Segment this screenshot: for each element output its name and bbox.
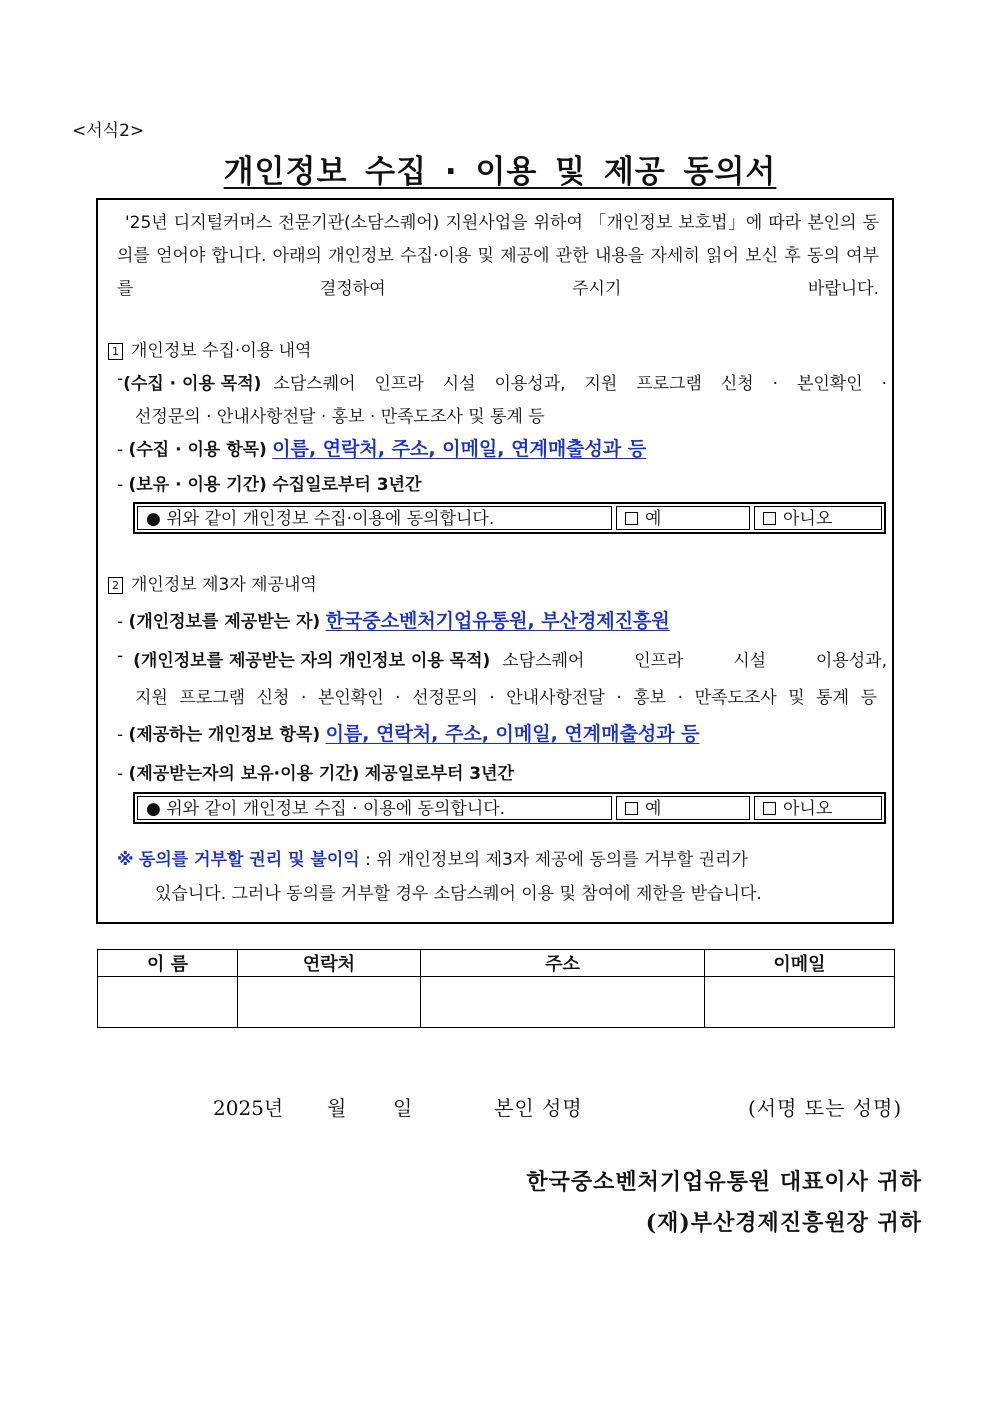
section2-heading bbox=[108, 570, 317, 595]
email-input-cell[interactable] bbox=[705, 977, 895, 1028]
signature-year: 2025년 bbox=[213, 1096, 284, 1120]
form-label: <서식2> bbox=[72, 121, 145, 141]
addressee-2: (재)부산경제진흥원장 귀하 bbox=[645, 1210, 922, 1236]
addressee-1: 한국중소벤처기업유통원 대표이사 귀하 bbox=[526, 1169, 922, 1195]
section1-heading bbox=[108, 336, 311, 361]
section1-purpose-text-1: 소담스퀘어 인프라 시설 이용성과, 지원 프로그램 신청 · 본인확인 · bbox=[273, 374, 887, 394]
signer-label: 본인 성명 bbox=[494, 1096, 583, 1120]
yes-label: 예 bbox=[645, 509, 662, 529]
no-label: 아니오 bbox=[783, 509, 833, 529]
section1-heading-text: 개인정보 수집·이용 내역 bbox=[131, 341, 312, 361]
section2-period-row: - (제공받는자의 보유·이용 기간) 제공일로부터 3년간 bbox=[117, 764, 514, 784]
notice-mark: ※ bbox=[117, 850, 134, 870]
no-label: 아니오 bbox=[783, 799, 833, 819]
section1-yes-option[interactable] bbox=[616, 506, 750, 530]
header-name: 이 름 bbox=[98, 950, 238, 977]
section2-period-value: 제공일로부터 3년간 bbox=[364, 764, 514, 784]
yes-label: 예 bbox=[645, 799, 662, 819]
section2-items-row: - (제공하는 개인정보 항목) 이름, 연락처, 주소, 이메일, 연계매출성과 등 bbox=[117, 723, 700, 745]
table-header-row bbox=[98, 950, 895, 977]
section2-recipient-label: (개인정보를 제공받는 자) bbox=[128, 612, 321, 632]
signature-day: 일 bbox=[393, 1096, 413, 1120]
sign-note: (서명 또는 성명) bbox=[748, 1096, 903, 1120]
section2-period-label: (제공받는자의 보유·이용 기간) bbox=[128, 764, 360, 784]
section1-consent-text: ● 위와 같이 개인정보 수집·이용에 동의합니다. bbox=[137, 506, 612, 530]
section2-purpose-text-1: 소담스퀘어 인프라 시설 이용성과, bbox=[502, 651, 887, 671]
section2-no-option[interactable] bbox=[754, 796, 882, 820]
section2-yes-option[interactable] bbox=[616, 796, 750, 820]
intro-paragraph: '25년 디지털커머스 전문기관(소담스퀘어) 지원사업을 위하여 「개인정보 보호법」에 따라 본인의 동의를 얻어야 합니다. 아래의 개인정보 수집·이용 및 제공에 관한 내용을 자세히 읽어 보신 후 동의 여부를 결정하여 주시기 바랍니다. bbox=[117, 213, 879, 299]
personal-info-table bbox=[97, 949, 895, 1028]
header-email: 이메일 bbox=[705, 950, 895, 977]
section2-items-value: 이름, 연락처, 주소, 이메일, 연계매출성과 등 bbox=[325, 723, 700, 745]
section1-items-label: (수집 · 이용 항목) bbox=[128, 440, 267, 460]
section2-number: 2 bbox=[108, 577, 123, 594]
notice-text-1: : 위 개인정보의 제3자 제공에 동의를 거부할 권리가 bbox=[365, 850, 748, 870]
section1-number: 1 bbox=[108, 343, 123, 360]
section1-purpose-row: - (수집 · 이용 목적) 소담스퀘어 인프라 시설 이용성과, 지원 프로그램 신청 · 본인확인 · bbox=[117, 369, 887, 394]
name-input-cell[interactable] bbox=[98, 977, 238, 1028]
notice-text-2: 있습니다. 그러나 동의를 거부할 경우 소담스퀘어 이용 및 참여에 제한을 받습니다. bbox=[155, 884, 762, 904]
section2-recipient-row: - (개인정보를 제공받는 자) 한국중소벤처기업유통원, 부산경제진흥원 bbox=[117, 610, 670, 632]
notice-label: 동의를 거부할 권리 및 불이익 bbox=[138, 850, 360, 870]
section2-consent-text: ● 위와 같이 개인정보 수집 · 이용에 동의합니다. bbox=[137, 796, 612, 820]
section2-purpose-text-2: 지원 프로그램 신청 · 본인확인 · 선정문의 · 안내사항전달 · 홍보 · 만족도조사 및 통계 등 bbox=[135, 688, 877, 708]
section1-items-value: 이름, 연락처, 주소, 이메일, 연계매출성과 등 bbox=[272, 438, 647, 460]
checkbox-icon[interactable] bbox=[625, 802, 638, 815]
document-title: 개인정보 수집 · 이용 및 제공 동의서 bbox=[223, 154, 777, 190]
section1-items-row: - (수집 · 이용 항목) 이름, 연락처, 주소, 이메일, 연계매출성과 등 bbox=[117, 438, 647, 460]
checkbox-icon[interactable] bbox=[763, 512, 776, 525]
section1-consent-row bbox=[133, 502, 886, 534]
signature-month: 월 bbox=[327, 1096, 347, 1120]
checkbox-icon[interactable] bbox=[625, 512, 638, 525]
contact-input-cell[interactable] bbox=[238, 977, 421, 1028]
section1-period-row: - (보유 · 이용 기간) 수집일로부터 3년간 bbox=[117, 475, 422, 495]
section2-heading-text: 개인정보 제3자 제공내역 bbox=[131, 575, 317, 595]
address-input-cell[interactable] bbox=[421, 977, 705, 1028]
section2-purpose-row: - (개인정보를 제공받는 자의 개인정보 이용 목적) 소담스퀘어 인프라 시설 이용성과, bbox=[117, 646, 887, 671]
header-contact: 연락처 bbox=[238, 950, 421, 977]
section2-purpose-label: (개인정보를 제공받는 자의 개인정보 이용 목적) bbox=[133, 651, 491, 671]
checkbox-icon[interactable] bbox=[763, 802, 776, 815]
section1-purpose-label: (수집 · 이용 목적) bbox=[123, 374, 262, 394]
section1-period-value: 수집일로부터 3년간 bbox=[272, 475, 422, 495]
header-address: 주소 bbox=[421, 950, 705, 977]
section1-purpose-text-2: 선정문의 · 안내사항전달 · 홍보 · 만족도조사 및 통계 등 bbox=[135, 407, 545, 427]
table-input-row bbox=[98, 977, 895, 1028]
section2-items-label: (제공하는 개인정보 항목) bbox=[128, 725, 321, 745]
section2-consent-row bbox=[133, 792, 886, 824]
section1-period-label: (보유 · 이용 기간) bbox=[128, 475, 267, 495]
refusal-notice-line1 bbox=[117, 845, 748, 870]
section2-recipient-value: 한국중소벤처기업유통원, 부산경제진흥원 bbox=[325, 610, 670, 632]
section1-no-option[interactable] bbox=[754, 506, 882, 530]
